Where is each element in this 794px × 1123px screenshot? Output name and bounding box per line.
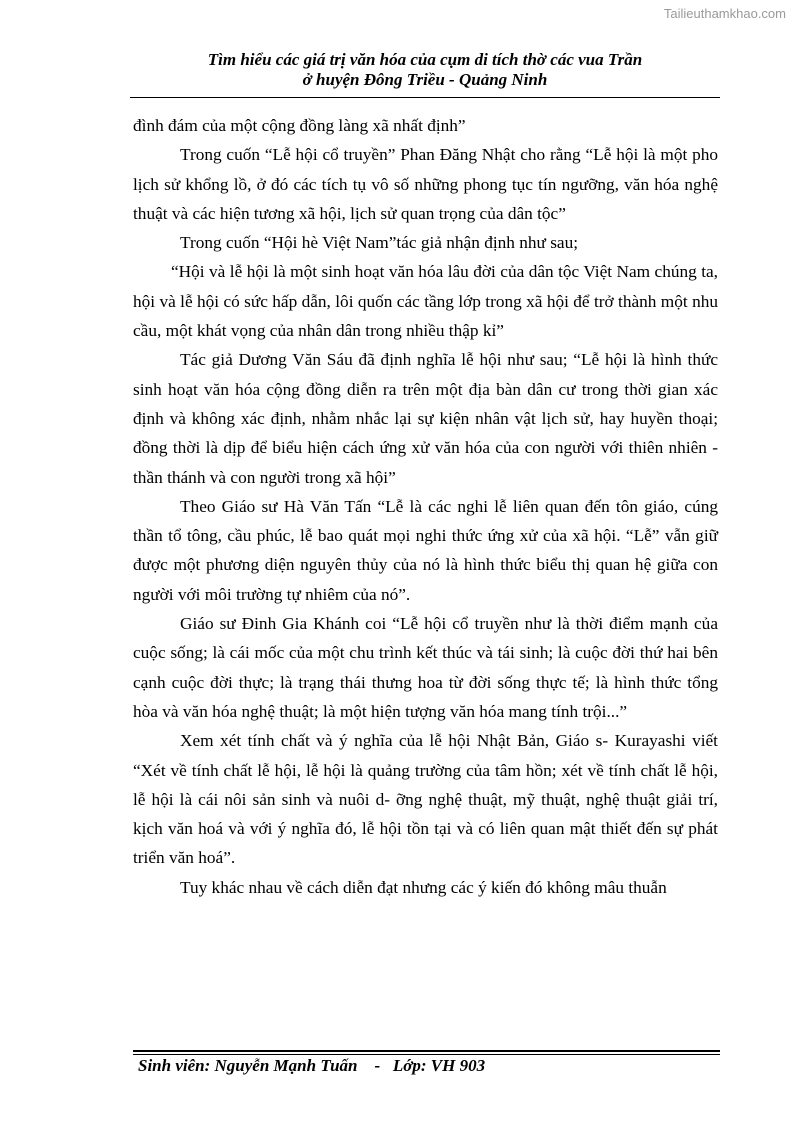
running-footer: Sinh viên: Nguyễn Mạnh Tuấn - Lớp: VH 903 bbox=[138, 1056, 486, 1075]
header-line-1: Tìm hiểu các giá trị văn hóa của cụm di tích thờ các vua Trần bbox=[207, 50, 643, 69]
footer-rule bbox=[133, 1050, 720, 1052]
header-line-2: ở huyện Đông Triều - Quảng Ninh bbox=[302, 70, 548, 89]
paragraph-quote: “Hội và lễ hội là một sinh hoạt văn hóa lâu đời của dân tộc Việt Nam chúng ta, hội và lễ hội có sức hấp dẫn, lôi quốn các tầng lớp trong xã hội để trở thành một nhu cầu, một khát vọng của nhân dân trong nhiều thập kỉ” bbox=[133, 262, 718, 341]
paragraph: Giáo sư Đinh Gia Khánh coi “Lễ hội cổ truyền như là thời điểm mạnh của cuộc sống; là cái mốc của một chu trình kết thúc và tái sinh; là cuộc đời thứ hai bên cạnh cuộc đời thực; là trạng thái thưng hoa từ đời sống thực tế; là hình thức tổng hòa và văn hóa nghệ thuật; là một hiện tượng văn hóa mang tính trội...” bbox=[133, 614, 718, 721]
footer-rule-thin bbox=[133, 1054, 720, 1055]
watermark: Tailieuthamkhao.com bbox=[663, 6, 786, 21]
paragraph: Theo Giáo sư Hà Văn Tấn “Lễ là các nghi lễ liên quan đến tôn giáo, cúng thần tổ tông, cầu phúc, lễ bao quát mọi nghi thức ứng xử của xã hội. “Lễ” vẫn giữ được một phương diện nguyên thủy của nó là hình thức biểu thị quan hệ giữa con người với môi trường tự nhiêm của nó”. bbox=[133, 496, 718, 604]
paragraph: Trong cuốn “Lễ hội cổ truyền” Phan Đăng Nhật cho rằng “Lễ hội là một pho lịch sử khổng lồ, ở đó các tích tụ vô số những phong tục tín ngưỡng, văn hóa nghệ thuật và các hiện tương xã hội, lịch sử quan trọng của dân tộc” bbox=[133, 145, 718, 223]
body-text bbox=[133, 111, 718, 902]
paragraph: Xem xét tính chất và ý nghĩa của lễ hội Nhật Bản, Giáo s- Kurayashi viết “Xét về tính chất lễ hội, lễ hội là quảng trường của tâm hồn; xét về tính chất lễ hội, lễ hội là cái nôi sản sinh và nuôi d- ỡng nghệ thuật, mỹ thuật, nghệ thuật giải trí, kịch văn hoá và với ý nghĩa đó, lễ hội tồn tại và có liên quan mật thiết đến sự phát triển văn hoá”. bbox=[133, 731, 718, 868]
header-rule bbox=[130, 97, 720, 98]
paragraph: Tác giả Dương Văn Sáu đã định nghĩa lễ hội như sau; “Lễ hội là hình thức sinh hoạt văn hóa cộng đồng diễn ra trên một địa bàn dân cư trong thời gian xác định và không xác định, nhằm nhắc lại sự kiện nhân vật lịch sử, hay huyền thoại; đồng thời là dịp để biểu hiện cách ứng xử văn hóa của con người với thiên nhiên - thần thánh và con người trong xã hội” bbox=[133, 350, 718, 487]
running-header bbox=[130, 50, 720, 90]
paragraph: Tuy khác nhau về cách diễn đạt nhưng các ý kiến đó không mâu thuẫn bbox=[180, 877, 667, 897]
paragraph: Trong cuốn “Hội hè Việt Nam”tác giả nhận định như sau; bbox=[180, 233, 579, 253]
paragraph-continuation: đình đám của một cộng đồng làng xã nhất định” bbox=[133, 116, 466, 135]
